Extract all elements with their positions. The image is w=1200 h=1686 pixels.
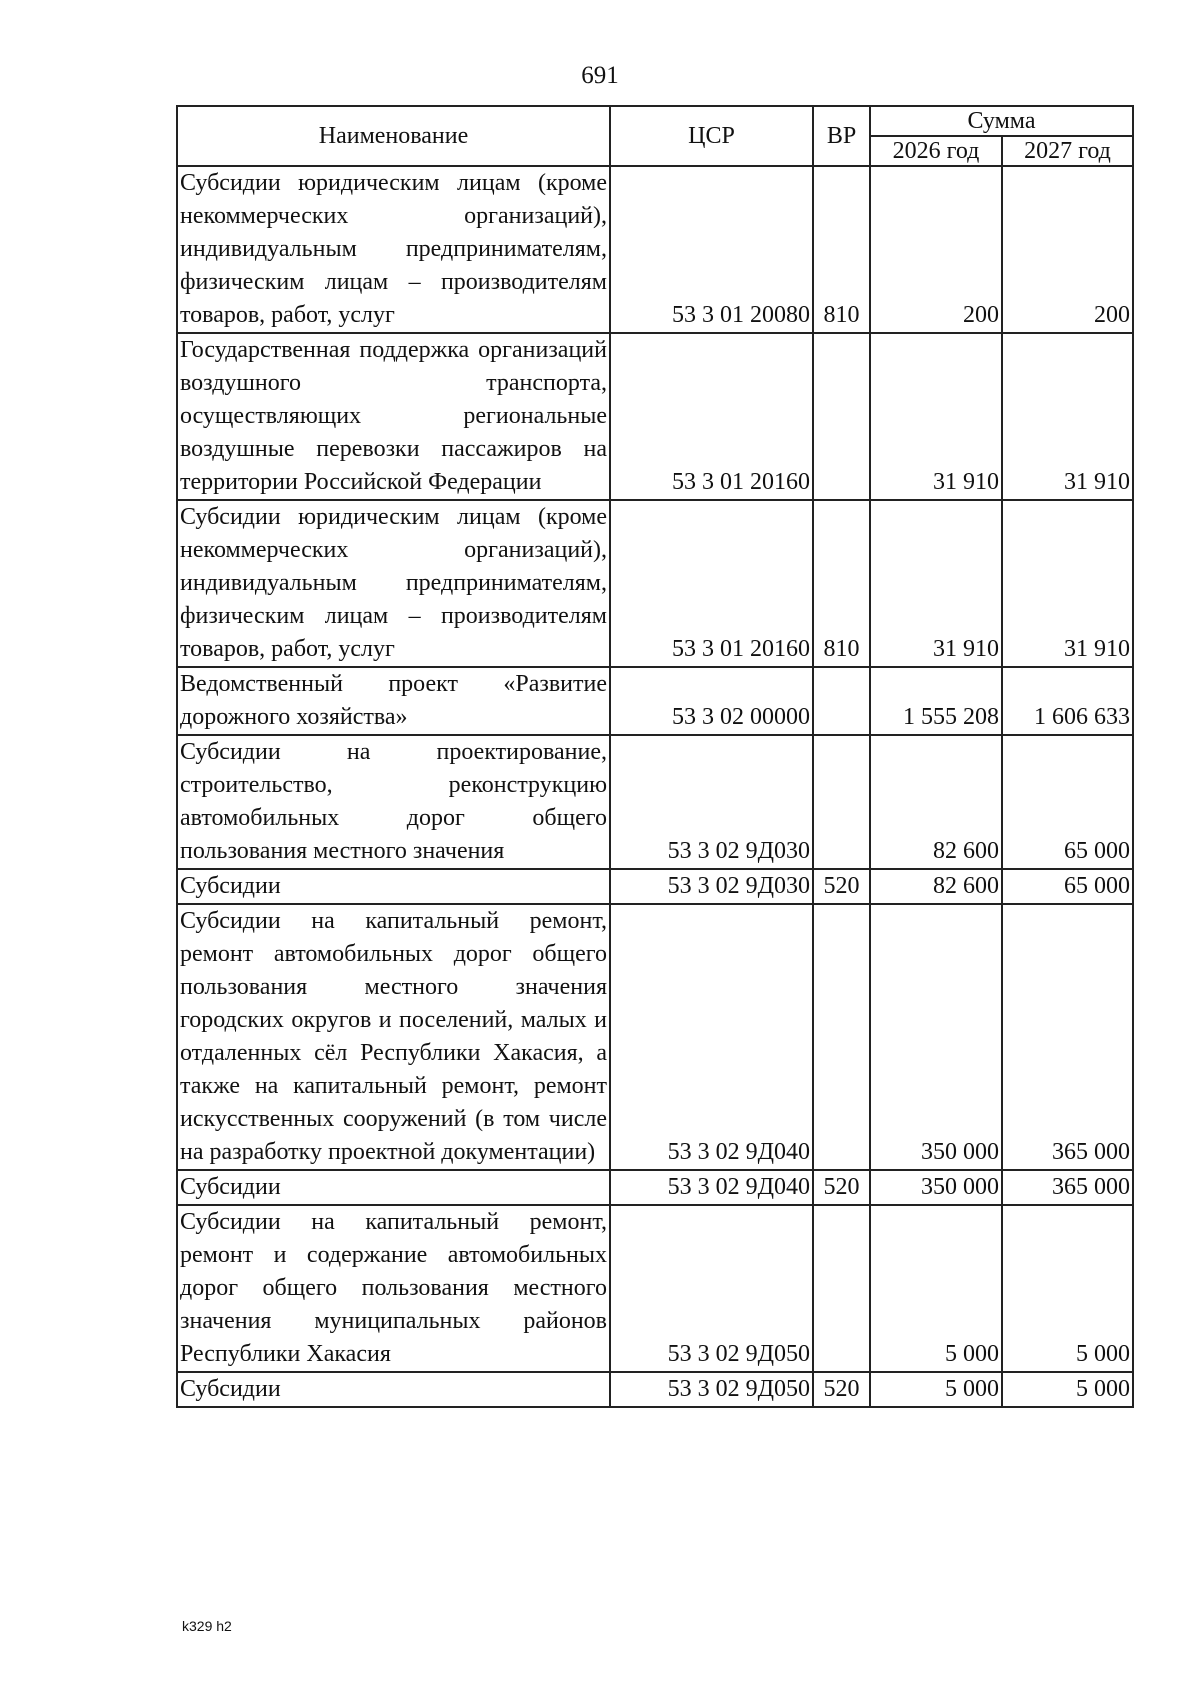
- row-sum-2026: 82 600: [870, 869, 1002, 904]
- row-sum-2026: 350 000: [870, 904, 1002, 1170]
- table-row: [177, 869, 1133, 904]
- row-csr: 53 3 01 20160: [610, 500, 813, 667]
- row-sum-2027: 1 606 633: [1002, 667, 1133, 735]
- row-name: Государственная поддержка организаций воздушного транспорта, осуществляющих региональные воздушные перевозки пассажиров на территории Российской Федерации: [177, 333, 610, 500]
- row-sum-2027: 65 000: [1002, 869, 1133, 904]
- page-number: 691: [581, 62, 619, 89]
- row-sum-2027: 5 000: [1002, 1205, 1133, 1372]
- row-name: Субсидии: [177, 1170, 610, 1205]
- row-sum-2026: 5 000: [870, 1205, 1002, 1372]
- row-csr: 53 3 02 9Д050: [610, 1205, 813, 1372]
- row-vr: 810: [813, 166, 870, 333]
- row-csr: 53 3 01 20080: [610, 166, 813, 333]
- row-sum-2026: 82 600: [870, 735, 1002, 869]
- row-name: Субсидии: [177, 1372, 610, 1407]
- table-row: [177, 904, 1133, 1170]
- row-sum-2026: 31 910: [870, 500, 1002, 667]
- table-row: [177, 1170, 1133, 1205]
- table-row: [177, 333, 1133, 500]
- row-vr: 810: [813, 500, 870, 667]
- table-row: [177, 735, 1133, 869]
- row-name: Субсидии: [177, 869, 610, 904]
- table-header-row-1: [177, 106, 1133, 136]
- row-sum-2027: 31 910: [1002, 333, 1133, 500]
- table-row: [177, 1205, 1133, 1372]
- row-vr: [813, 667, 870, 735]
- row-sum-2026: 350 000: [870, 1170, 1002, 1205]
- row-csr: 53 3 02 9Д040: [610, 904, 813, 1170]
- row-vr: 520: [813, 1372, 870, 1407]
- row-name: Субсидии юридическим лицам (кроме некоммерческих организаций), индивидуальным предпринимателям, физическим лицам – производителям товаров, работ, услуг: [177, 500, 610, 667]
- row-csr: 53 3 02 00000: [610, 667, 813, 735]
- row-csr: 53 3 02 9Д030: [610, 735, 813, 869]
- row-sum-2026: 31 910: [870, 333, 1002, 500]
- row-vr: [813, 904, 870, 1170]
- row-csr: 53 3 02 9Д050: [610, 1372, 813, 1407]
- header-csr: ЦСР: [610, 106, 813, 166]
- row-sum-2027: 5 000: [1002, 1372, 1133, 1407]
- row-sum-2026: 5 000: [870, 1372, 1002, 1407]
- header-sum: Сумма: [870, 106, 1133, 136]
- budget-table: [176, 105, 1134, 1408]
- row-csr: 53 3 01 20160: [610, 333, 813, 500]
- table-row: [177, 667, 1133, 735]
- row-name: Субсидии на проектирование, строительство, реконструкцию автомобильных дорог общего пользования местного значения: [177, 735, 610, 869]
- row-sum-2027: 200: [1002, 166, 1133, 333]
- row-vr: [813, 333, 870, 500]
- row-vr: 520: [813, 1170, 870, 1205]
- row-csr: 53 3 02 9Д040: [610, 1170, 813, 1205]
- header-year-2026: 2026 год: [870, 136, 1002, 166]
- row-name: Ведомственный проект «Развитие дорожного хозяйства»: [177, 667, 610, 735]
- row-sum-2027: 31 910: [1002, 500, 1133, 667]
- row-csr: 53 3 02 9Д030: [610, 869, 813, 904]
- row-name: Субсидии юридическим лицам (кроме некоммерческих организаций), индивидуальным предпринимателям, физическим лицам – производителям товаров, работ, услуг: [177, 166, 610, 333]
- row-sum-2026: 1 555 208: [870, 667, 1002, 735]
- row-name: Субсидии на капитальный ремонт, ремонт и содержание автомобильных дорог общего пользования местного значения муниципальных районов Республики Хакасия: [177, 1205, 610, 1372]
- table-row: [177, 166, 1133, 333]
- row-sum-2027: 365 000: [1002, 1170, 1133, 1205]
- table-row: [177, 500, 1133, 667]
- row-name: Субсидии на капитальный ремонт, ремонт автомобильных дорог общего пользования местного значения городских округов и поселений, малых и отдаленных сёл Республики Хакасия, а также на капитальный ремонт, ремонт искусственных сооружений (в том числе на разработку проектной документации): [177, 904, 610, 1170]
- header-year-2027: 2027 год: [1002, 136, 1133, 166]
- table-row: [177, 1372, 1133, 1407]
- row-vr: 520: [813, 869, 870, 904]
- row-vr: [813, 1205, 870, 1372]
- footer-code: k329 h2: [182, 1618, 232, 1634]
- row-sum-2026: 200: [870, 166, 1002, 333]
- header-name: Наименование: [177, 106, 610, 166]
- row-sum-2027: 365 000: [1002, 904, 1133, 1170]
- header-vr: ВР: [813, 106, 870, 166]
- row-vr: [813, 735, 870, 869]
- row-sum-2027: 65 000: [1002, 735, 1133, 869]
